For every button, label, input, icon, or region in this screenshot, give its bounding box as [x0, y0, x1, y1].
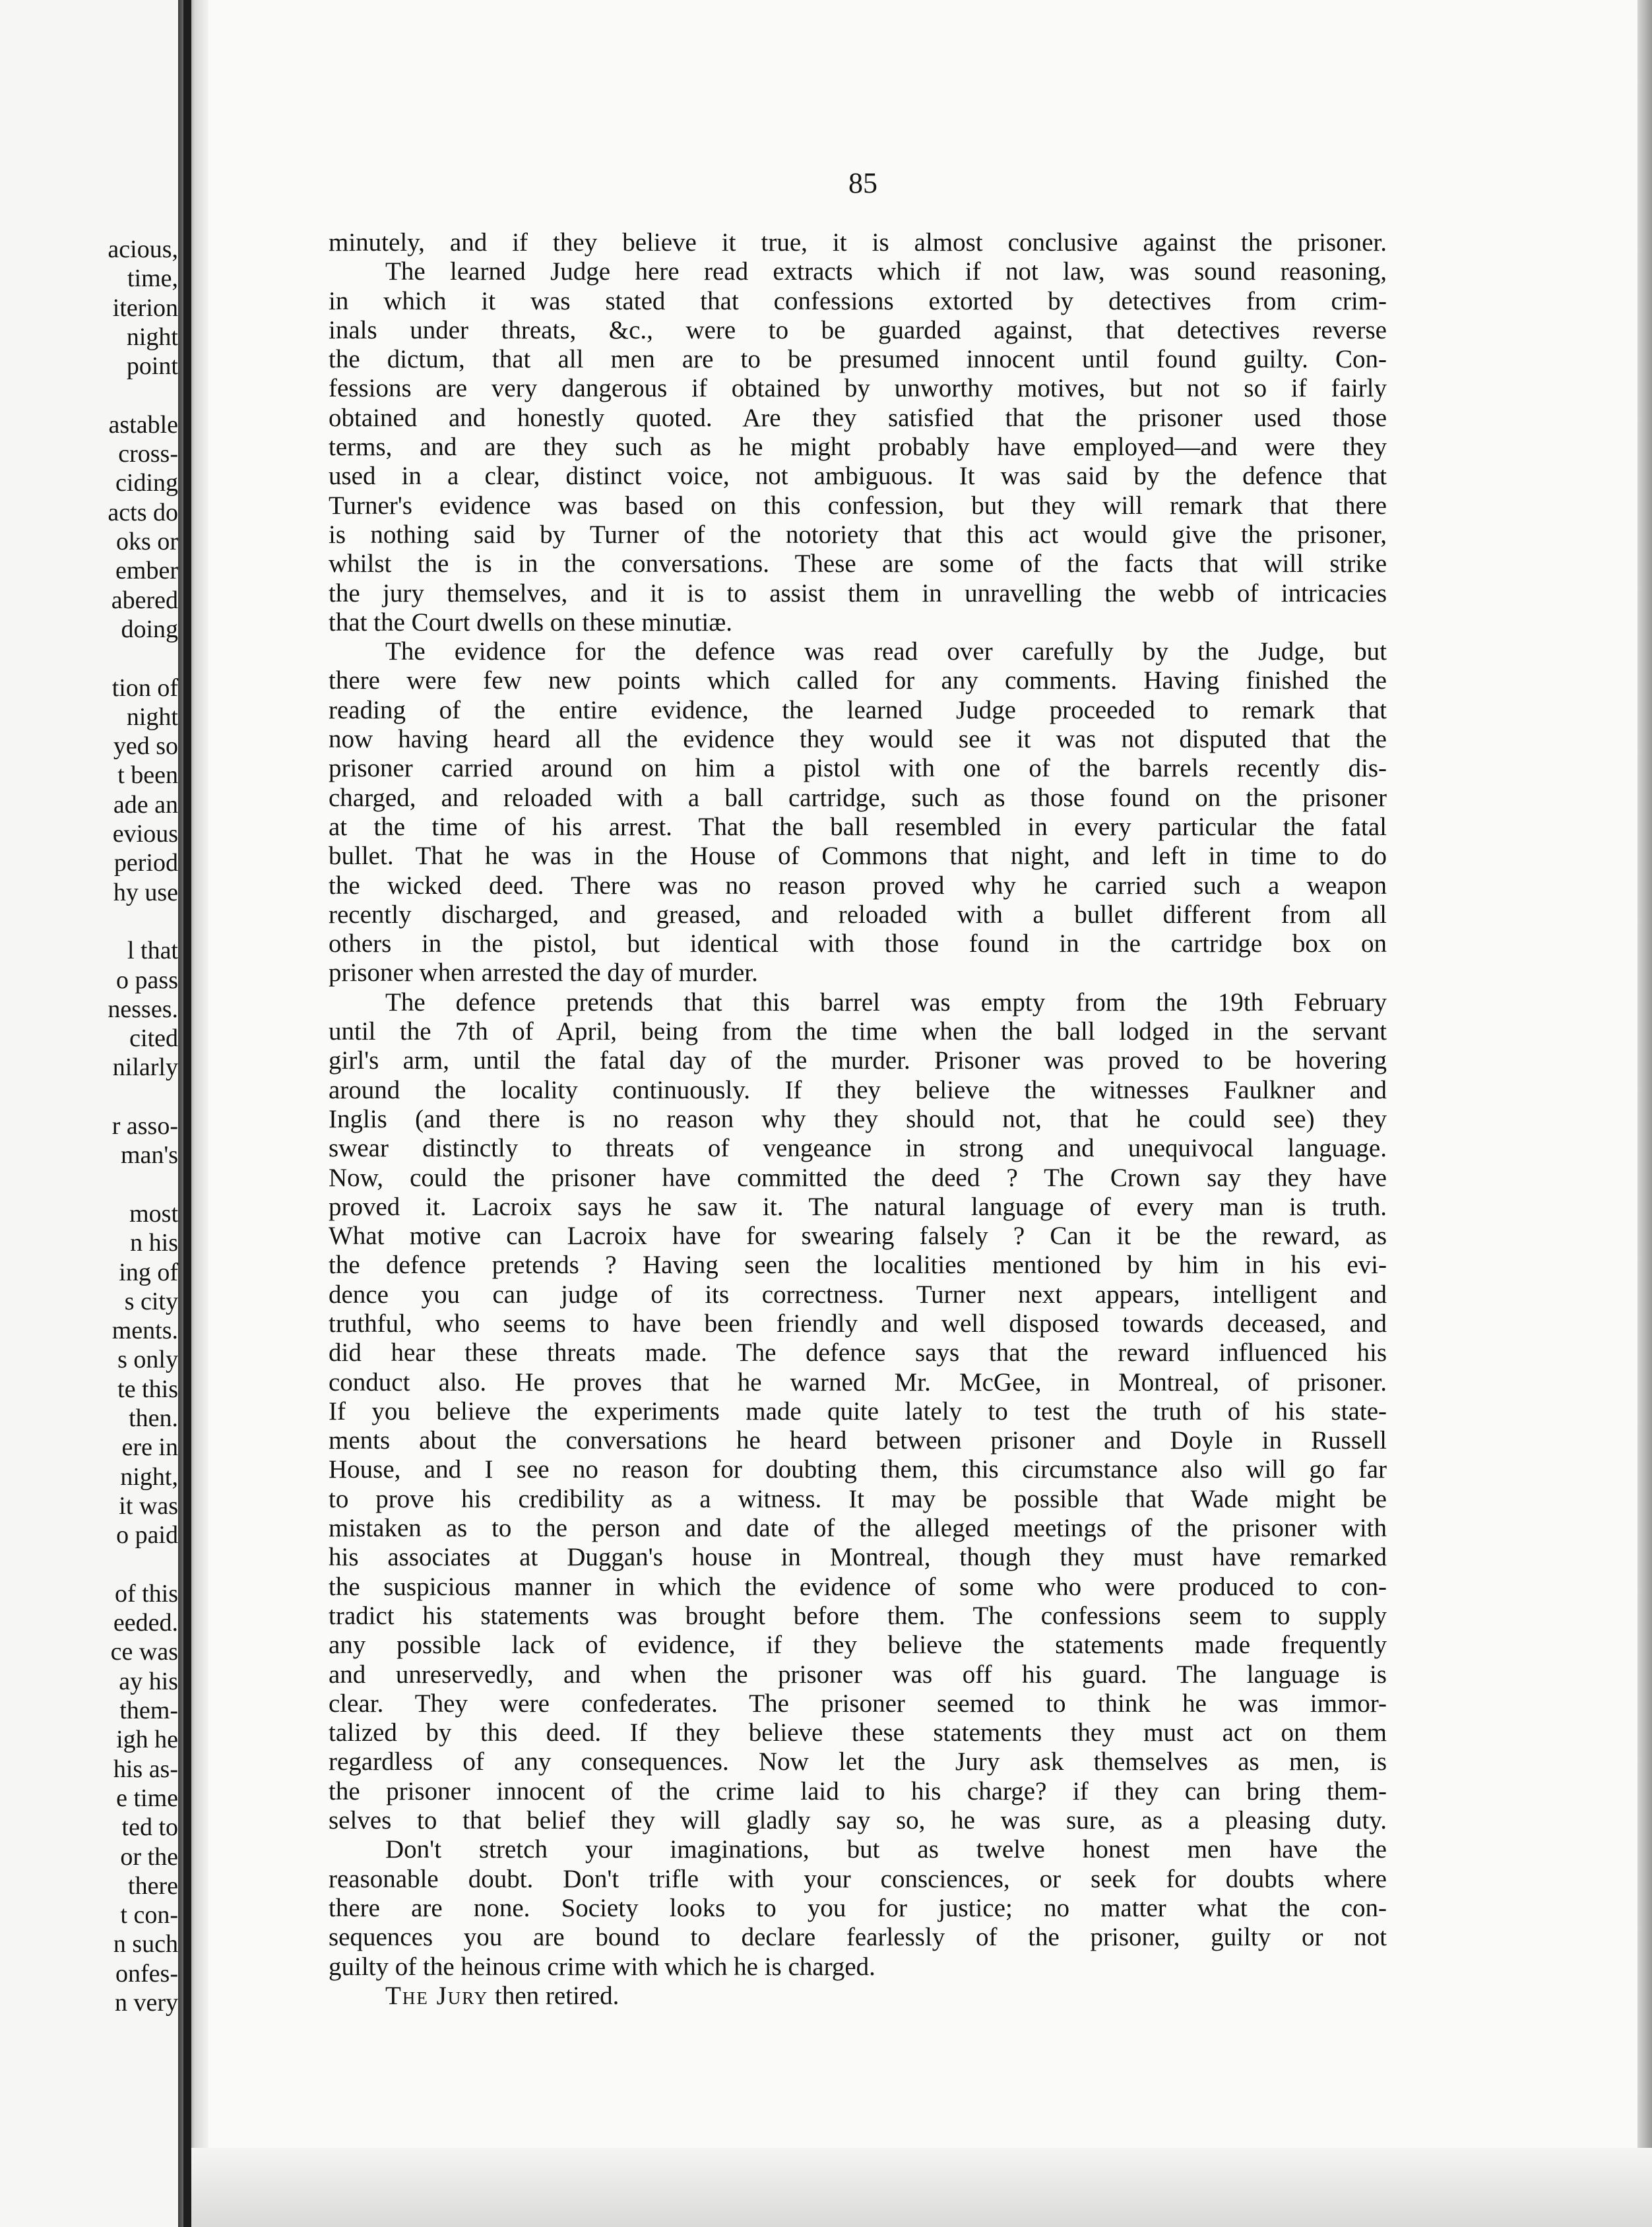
- facing-page-line: his as-: [113, 1755, 178, 1783]
- text-line: in which it was stated that confessions extorted by detectives from crim-: [329, 286, 1387, 315]
- text-line: talized by this deed. If they believe these statements they must act on them: [329, 1718, 1387, 1747]
- text-line: the dictum, that all men are to be presumed innocent until found guilty. Con-: [329, 345, 1387, 374]
- text-line: tradict his statements was brought before them. The confessions seem to supply: [329, 1601, 1387, 1630]
- facing-page-line: ember: [115, 557, 178, 585]
- text-line: his associates at Duggan's house in Montreal, though they must have remarked: [329, 1543, 1387, 1572]
- page-edge-right: [1637, 0, 1652, 2227]
- text-line: The defence pretends that this barrel was empty from the 19th February: [385, 988, 1387, 1017]
- facing-page-line: or the: [120, 1842, 178, 1871]
- page-number: 85: [848, 167, 877, 199]
- facing-page-line: n his: [130, 1229, 178, 1257]
- text-line: any possible lack of evidence, if they believe the statements made frequently: [329, 1631, 1387, 1660]
- facing-page-line: n such: [113, 1930, 178, 1959]
- facing-page-line: ere in: [121, 1433, 178, 1462]
- text-line: regardless of any consequences. Now let the Jury ask themselves as men, is: [329, 1747, 1387, 1776]
- facing-page-line: most: [129, 1199, 178, 1228]
- closing-line: [329, 1982, 1387, 2011]
- facing-page-line: nesses.: [108, 995, 178, 1023]
- text-line: to prove his credibility as a witness. It may be possible that Wade might be: [329, 1484, 1387, 1513]
- facing-page-line: them-: [119, 1697, 178, 1724]
- facing-page-line: astable: [108, 410, 178, 439]
- text-line: Don't stretch your imaginations, but as twelve honest men have the: [385, 1835, 1387, 1864]
- facing-page-line: t been: [117, 761, 178, 790]
- text-line: charged, and reloaded with a ball cartridge, such as those found on the prisoner: [329, 783, 1387, 812]
- text-line: inals under threats, &c., were to be guarded against, that detectives reverse: [329, 315, 1387, 344]
- text-line: and unreservedly, and when the prisoner was off his guard. The language is: [329, 1660, 1387, 1689]
- text-line: ments about the conversations he heard between prisoner and Doyle in Russell: [329, 1426, 1387, 1455]
- page-edge-bottom: [191, 2148, 1652, 2227]
- facing-page-line: cited: [129, 1024, 178, 1053]
- facing-page-line: night: [126, 703, 178, 731]
- facing-page-line: ted to: [121, 1813, 178, 1842]
- text-line: truthful, who seems to have been friendly and well disposed towards deceased, and: [329, 1309, 1387, 1338]
- text-line: obtained and honestly quoted. Are they satisfied that the prisoner used those: [329, 403, 1387, 432]
- facing-page-line: then.: [129, 1404, 178, 1432]
- facing-page-fragment: [0, 0, 186, 2227]
- text-line: around the locality continuously. If they believe the witnesses Faulkner and: [329, 1075, 1387, 1104]
- text-line: girl's arm, until the fatal day of the murder. Prisoner was proved to be hovering: [329, 1046, 1387, 1075]
- text-line: If you believe the experiments made quite lately to test the truth of his state-: [329, 1396, 1387, 1426]
- facing-page-line: acts do: [108, 498, 178, 526]
- facing-page-line: o pass: [116, 966, 178, 994]
- text-line: bullet. That he was in the House of Commons that night, and left in time to do: [329, 842, 1387, 871]
- text-line: prisoner carried around on him a pistol with one of the barrels recently dis-: [329, 754, 1387, 783]
- text-line: Now, could the prisoner have committed the deed ? The Crown say they have: [329, 1163, 1387, 1192]
- facing-page-line: o paid: [116, 1521, 178, 1550]
- facing-page-line: cross-: [118, 440, 178, 468]
- text-line: is nothing said by Turner of the notoriety that this act would give the prisoner,: [329, 520, 1387, 549]
- text-line: clear. They were confederates. The prisoner seemed to think he was immor-: [329, 1689, 1387, 1718]
- facing-page-line: doing: [121, 615, 178, 643]
- text-line: whilst the is in the conversations. These are some of the facts that will strike: [329, 549, 1387, 579]
- text-line: at the time of his arrest. That the ball resembled in every particular the fatal: [329, 812, 1387, 841]
- facing-page-line: acious,: [108, 235, 178, 263]
- text-line: swear distinctly to threats of vengeance in strong and unequivocal language.: [329, 1134, 1387, 1163]
- closing-text: then retired.: [488, 1981, 620, 2010]
- text-line: the defence pretends ? Having seen the localities mentioned by him in his evi-: [329, 1251, 1387, 1280]
- facing-page-line: ciding: [115, 469, 178, 497]
- text-line: the jury themselves, and it is to assist them in unravelling the webb of intricacies: [329, 579, 1387, 608]
- text-line: reasonable doubt. Don't trifle with your consciences, or seek for doubts where: [329, 1864, 1387, 1893]
- text-line: there are none. Society looks to you for justice; no matter what the con-: [329, 1893, 1387, 1922]
- jury-smallcaps: The Jury: [385, 1981, 489, 2010]
- text-line: prisoner when arrested the day of murder.: [329, 958, 758, 988]
- text-line: What motive can Lacroix have for swearing falsely ? Can it be the reward, as: [329, 1222, 1387, 1251]
- text-line: others in the pistol, but identical with those found in the cartridge box on: [329, 929, 1387, 958]
- facing-page-line: point: [126, 352, 178, 381]
- facing-page-line: abered: [111, 586, 178, 614]
- text-line: guilty of the heinous crime with which he is charged.: [329, 1952, 875, 1981]
- facing-page-line: there: [128, 1871, 178, 1900]
- text-line: The learned Judge here read extracts which if not law, was sound reasoning,: [385, 257, 1387, 286]
- text-line: sequences you are bound to declare fearlessly of the prisoner, guilty or not: [329, 1923, 1387, 1952]
- facing-page-line: man's: [120, 1141, 178, 1170]
- facing-page-line: n very: [114, 1989, 178, 2017]
- text-line: the wicked deed. There was no reason proved why he carried such a weapon: [329, 871, 1387, 900]
- text-line: did hear these threats made. The defence says that the reward influenced his: [329, 1338, 1387, 1367]
- facing-page-line: tion of: [111, 674, 178, 702]
- facing-page-line: of this: [114, 1579, 178, 1608]
- text-line: Turner's evidence was based on this confession, but they will remark that there: [329, 491, 1387, 520]
- facing-page-line: time,: [127, 265, 178, 293]
- text-line: there were few new points which called for any comments. Having finished the: [329, 666, 1387, 695]
- facing-page-line: ade an: [113, 790, 178, 819]
- text-line: until the 7th of April, being from the time when the ball lodged in the servant: [329, 1017, 1387, 1046]
- book-gutter-shadow: [178, 0, 208, 2227]
- facing-page-line: onfes-: [115, 1959, 178, 1988]
- text-line: recently discharged, and greased, and reloaded with a bullet different from all: [329, 900, 1387, 929]
- text-line: used in a clear, distinct voice, not ambiguous. It was said by the defence that: [329, 462, 1387, 491]
- facing-page-line: l that: [127, 937, 178, 965]
- facing-page-line: s city: [124, 1287, 178, 1315]
- facing-page-line: hy use: [113, 878, 178, 906]
- text-line: terms, and are they such as he might probably have employed—and were they: [329, 433, 1387, 462]
- text-line: fessions are very dangerous if obtained by unworthy motives, but not so if fairly: [329, 374, 1387, 403]
- main-text-block: [329, 228, 1387, 2011]
- facing-page-line: night,: [120, 1462, 178, 1491]
- text-line: mistaken as to the person and date of the alleged meetings of the prisoner with: [329, 1514, 1387, 1543]
- text-line: selves to that belief they will gladly say so, he was sure, as a pleasing duty.: [329, 1806, 1387, 1835]
- text-line: that the Court dwells on these minutiæ.: [329, 608, 733, 637]
- text-line: House, and I see no reason for doubting them, this circumstance also will go far: [329, 1455, 1387, 1484]
- facing-page-line: it was: [119, 1491, 178, 1520]
- facing-page-line: te this: [117, 1375, 178, 1403]
- text-line: proved it. Lacroix says he saw it. The natural language of every man is truth.: [329, 1192, 1387, 1221]
- book-gutter: [183, 0, 191, 2227]
- facing-page-line: eeded.: [113, 1609, 178, 1637]
- facing-page-line: ay his: [119, 1667, 178, 1695]
- facing-page-line: t con-: [120, 1901, 178, 1929]
- facing-page-line: e time: [116, 1784, 178, 1812]
- facing-page-line: r asso-: [111, 1112, 178, 1140]
- facing-page-line: period: [113, 849, 178, 877]
- facing-page-line: ce was: [110, 1638, 178, 1666]
- facing-page-line: oks or: [116, 528, 178, 555]
- facing-page-line: nilarly: [112, 1053, 178, 1082]
- facing-page-line: iterion: [112, 294, 178, 322]
- facing-page-line: evious: [112, 820, 178, 848]
- text-line: the suspicious manner in which the evidence of some who were produced to con-: [329, 1572, 1387, 1601]
- text-line: now having heard all the evidence they would see it was not disputed that the: [329, 725, 1387, 754]
- text-line: the prisoner innocent of the crime laid to his charge? if they can bring them-: [329, 1776, 1387, 1805]
- facing-page-line: igh he: [116, 1726, 178, 1754]
- facing-page-line: s only: [117, 1346, 178, 1374]
- text-line: conduct also. He proves that he warned Mr. McGee, in Montreal, of prisoner.: [329, 1367, 1387, 1396]
- text-line: dence you can judge of its correctness. Turner next appears, intelligent and: [329, 1280, 1387, 1309]
- text-line: Inglis (and there is no reason why they should not, that he could see) they: [329, 1104, 1387, 1133]
- text-line: The evidence for the defence was read over carefully by the Judge, but: [385, 637, 1387, 666]
- text-line: minutely, and if they believe it true, it is almost conclusive against the prisoner.: [329, 228, 1387, 257]
- text-line: reading of the entire evidence, the learned Judge proceeded to remark that: [329, 695, 1387, 724]
- facing-page-line: ments.: [111, 1317, 178, 1345]
- facing-page-line: night: [126, 323, 178, 351]
- facing-page-line: yed so: [113, 732, 178, 761]
- facing-page-line: ing of: [119, 1258, 178, 1286]
